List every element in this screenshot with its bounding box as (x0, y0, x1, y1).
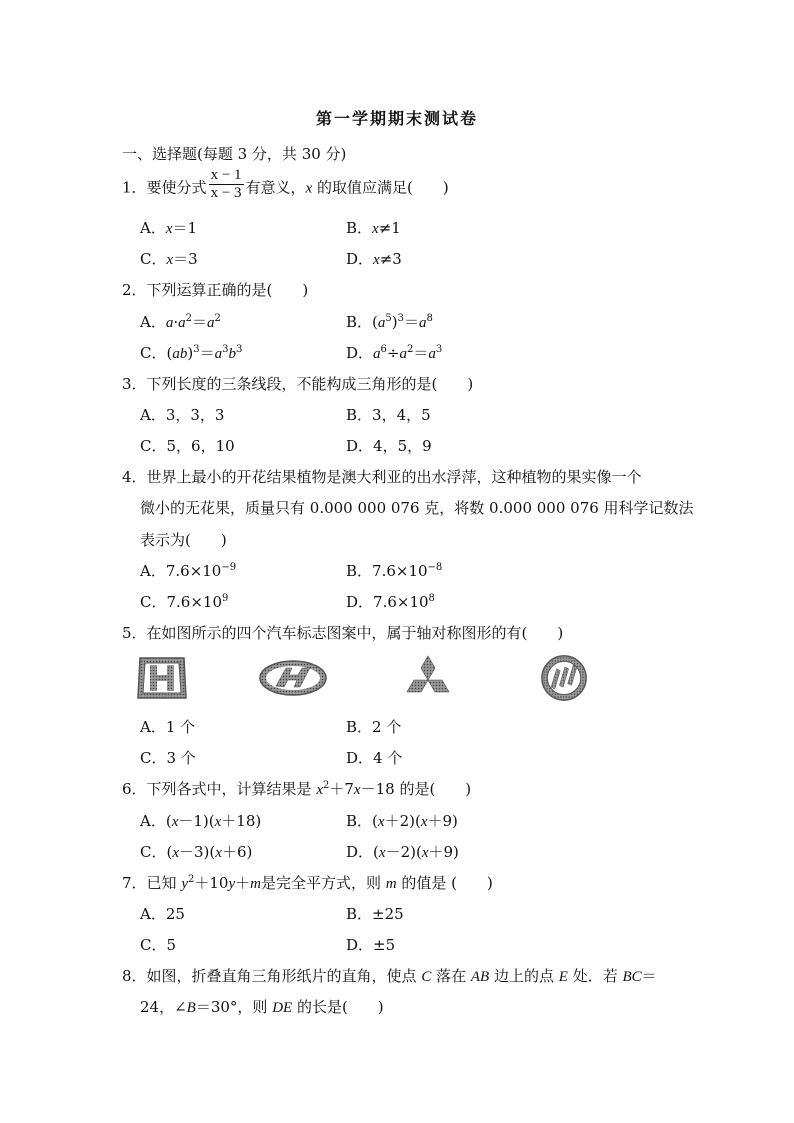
option-b[interactable]: B．(x＋2)(x＋9) (346, 812, 458, 830)
question-3: 3．下列长度的三条线段，不能构成三角形的是( ) (122, 375, 474, 393)
option-c[interactable]: C．3 个 (140, 749, 196, 767)
fraction: $\frac{x - 1}{x - 3}$ (210, 167, 242, 201)
option-a[interactable]: A．$7.6\times 10^{-9}$ (140, 562, 237, 580)
option-d[interactable]: D．x≠3 (346, 250, 402, 268)
option-b[interactable]: B．3，4，5 (346, 406, 431, 424)
option-b[interactable]: B．2 个 (346, 718, 402, 736)
section-heading: 一、选择题(每题 3 分，共 30 分) (122, 145, 347, 163)
option-d[interactable]: D．±5 (346, 936, 396, 954)
option-b[interactable]: B．±25 (346, 905, 404, 923)
hyundai-logo-icon (258, 654, 328, 702)
option-b[interactable]: B．$(a^5)^3=a^8$ (346, 313, 433, 331)
option-a[interactable]: A．(x－1)(x＋18) (140, 812, 262, 830)
option-d[interactable]: D．4，5，9 (346, 437, 432, 455)
option-b[interactable]: B．x≠1 (346, 219, 401, 237)
option-c[interactable]: C．(x－3)(x＋6) (140, 843, 253, 861)
option-b[interactable]: B．$7.6\times 10^{-8}$ (346, 562, 443, 580)
question-6: 6．下列各式中，计算结果是 $x^2+7x-18$ 的是( ) (122, 780, 472, 798)
question-4: 4．世界上最小的开花结果植物是澳大利亚的出水浮萍，这种植物的果实像一个 (122, 468, 642, 486)
question-number: 1． (122, 178, 147, 197)
question-4-line-2: 微小的无花果，质量只有 0.000 000 076 克，将数 0.000 000 076 用科学记数法 (140, 499, 694, 517)
page-title: 第一学期期末测试卷 (315, 109, 478, 128)
mitsubishi-logo-icon (402, 654, 454, 702)
option-c[interactable]: C．5，6，10 (140, 437, 235, 455)
option-a[interactable]: A．1 个 (140, 718, 196, 736)
question-1: 1．要使分式 $\frac{x - 1}{x - 3}$ 有意义，x 的取值应满足( ) (122, 167, 449, 201)
option-d[interactable]: D．4 个 (346, 749, 403, 767)
question-4-line-3: 表示为( ) (140, 531, 227, 549)
option-d[interactable]: D．$a^6\div a^2=a^3$ (346, 344, 443, 362)
option-d[interactable]: D．(x－2)(x＋9) (346, 843, 459, 861)
option-a[interactable]: A．$a\cdot a^2=a^2$ (140, 313, 221, 331)
question-8-line-2: 24，∠B＝30°，则 DE 的长是( ) (140, 998, 384, 1016)
option-a[interactable]: A．25 (140, 905, 185, 923)
option-a[interactable]: A．3，3，3 (140, 406, 225, 424)
buick-logo-icon (538, 654, 590, 702)
question-2: 2．下列运算正确的是( ) (122, 281, 309, 299)
option-c[interactable]: C．x＝3 (140, 250, 198, 268)
option-c[interactable]: C．5 (140, 936, 177, 954)
honda-logo-icon (134, 654, 190, 702)
option-c[interactable]: C．$7.6\times 10^9$ (140, 593, 229, 611)
question-5: 5．在如图所示的四个汽车标志图案中，属于轴对称图形的有( ) (122, 624, 564, 642)
question-7: 7．已知 $y^2+10y+m$是完全平方式，则 m 的值是 ( ) (122, 874, 493, 892)
option-d[interactable]: D．$7.6\times 10^8$ (346, 593, 435, 611)
option-a[interactable]: A．x＝1 (140, 219, 198, 237)
option-c[interactable]: C．$(ab)^3=a^3b^3$ (140, 344, 243, 362)
question-8: 8．如图，折叠直角三角形纸片的直角，使点 C 落在 AB 边上的点 E 处．若 BC＝ (122, 967, 657, 985)
